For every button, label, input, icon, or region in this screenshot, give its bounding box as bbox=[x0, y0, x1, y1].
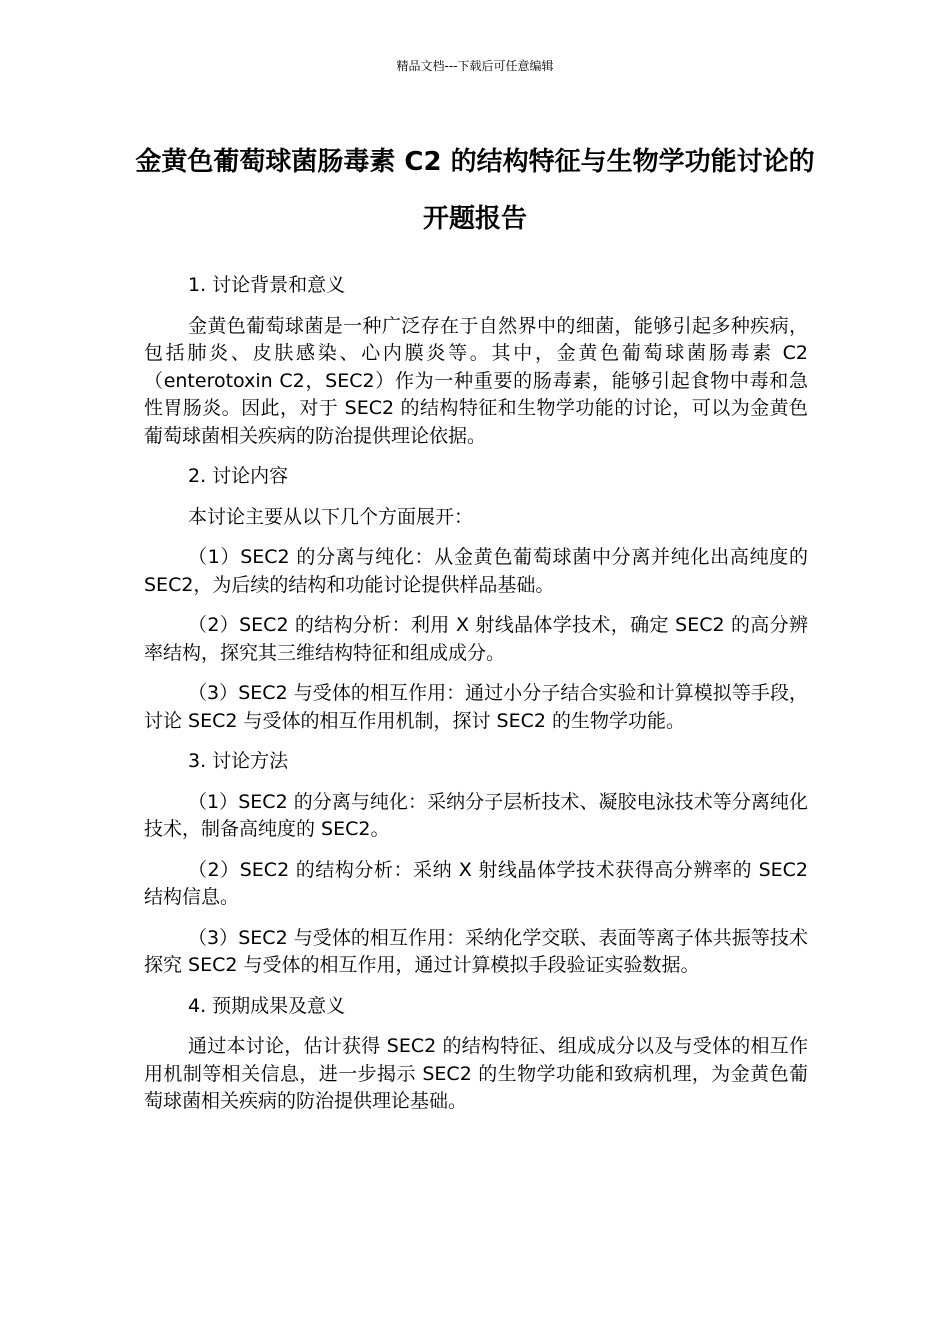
document-title: 金黄色葡萄球菌肠毒素 C2 的结构特征与生物学功能讨论的开题报告 bbox=[135, 147, 815, 234]
document-body bbox=[144, 272, 808, 1129]
paragraph: 金黄色葡萄球菌是一种广泛存在于自然界中的细菌，能够引起多种疾病，包括肺炎、皮肤感染、心内膜炎等。其中，金黄色葡萄球菌肠毒素 C2（enterotoxin C2，SEC2）作为一种重要的肠毒素，能够引起食物中毒和急性胃肠炎。因此，对于 SEC2 的结构特征和生物学功能的讨论，可以为金黄色葡萄球菌相关疾病的防治提供理论依据。 bbox=[144, 314, 808, 447]
section-heading: 1. 讨论背景和意义 bbox=[188, 274, 346, 296]
list-item: （3）SEC2 与受体的相互作用：通过小分子结合实验和计算模拟等手段，讨论 SEC2 与受体的相互作用机制，探讨 SEC2 的生物学功能。 bbox=[144, 682, 808, 732]
section-heading: 4. 预期成果及意义 bbox=[188, 994, 346, 1017]
paragraph: 本讨论主要从以下几个方面展开： bbox=[188, 505, 474, 528]
list-item: （1）SEC2 的分离与纯化：从金黄色葡萄球菌中分离并纯化出高纯度的 SEC2，为后续的结构和功能讨论提供样品基础。 bbox=[144, 546, 808, 596]
header-note: 精品文档---下载后可任意编辑 bbox=[396, 59, 554, 73]
section-heading: 2. 讨论内容 bbox=[188, 465, 289, 487]
list-item: （2）SEC2 的结构分析：利用 X 射线晶体学技术，确定 SEC2 的高分辨率结构，探究其三维结构特征和组成成分。 bbox=[144, 614, 808, 664]
list-item: （2）SEC2 的结构分析：采纳 X 射线晶体学技术获得高分辨率的 SEC2 结构信息。 bbox=[144, 858, 808, 908]
list-item: （3）SEC2 与受体的相互作用：采纳化学交联、表面等离子体共振等技术探究 SEC2 与受体的相互作用，通过计算模拟手段验证实验数据。 bbox=[144, 926, 808, 976]
paragraph: 通过本讨论，估计获得 SEC2 的结构特征、组成成分以及与受体的相互作用机制等相关信息，进一步揭示 SEC2 的生物学功能和致病机理，为金黄色葡萄球菌相关疾病的防治提供理论基础。 bbox=[144, 1035, 808, 1112]
list-item: （1）SEC2 的分离与纯化：采纳分子层析技术、凝胶电泳技术等分离纯化技术，制备高纯度的 SEC2。 bbox=[144, 790, 808, 840]
section-heading: 3. 讨论方法 bbox=[188, 750, 289, 772]
